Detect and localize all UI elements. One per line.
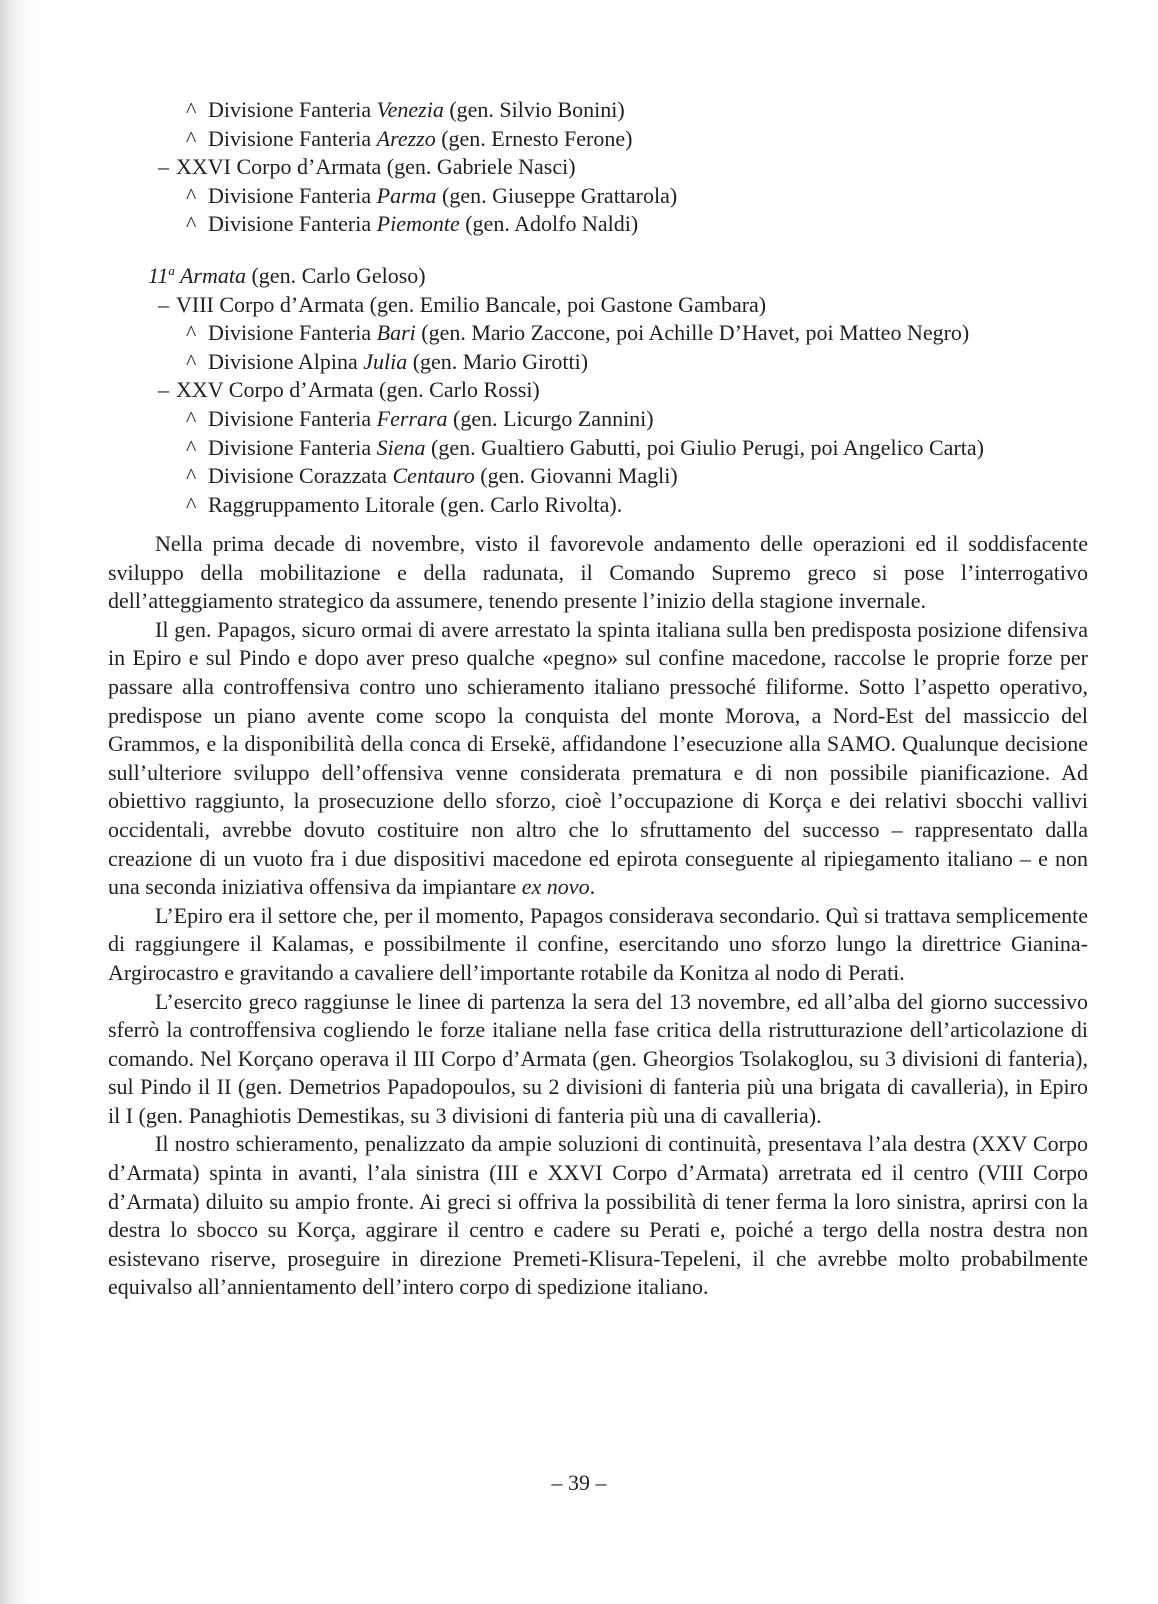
page-number: – 39 – [551, 1470, 607, 1495]
division-entry [148, 462, 1088, 491]
caret-marker: ^ [186, 434, 197, 460]
entry-text: XXVI Corpo d’Armata (gen. Gabriele Nasci) [176, 154, 576, 180]
unit-name: Arezzo [376, 125, 436, 151]
paragraph [108, 616, 1088, 902]
army-heading [148, 262, 1088, 291]
dash-marker: – [158, 377, 169, 403]
army-label: Armata [174, 262, 246, 288]
entry-text: XXV Corpo d’Armata (gen. Carlo Rossi) [176, 377, 540, 403]
entry-commander: (gen. Adolfo Naldi) [459, 211, 639, 237]
entry-text: Divisione Fanteria [208, 405, 377, 431]
paragraph [108, 1130, 1088, 1302]
division-entry [148, 125, 1088, 154]
army-number: 11 [148, 262, 169, 288]
caret-marker: ^ [186, 211, 197, 237]
entry-text: Divisione Fanteria [208, 182, 377, 208]
entry-text: VIII Corpo d’Armata (gen. Emilio Bancale, poi Gastone Gambara) [176, 291, 767, 317]
entry-text: Divisione Fanteria [208, 97, 377, 122]
entry-text: Divisione Fanteria [208, 125, 377, 151]
army-superscript: a [168, 262, 175, 278]
entry-commander: (gen. Mario Zaccone, poi Achille D’Havet, poi Matteo Negro) [415, 320, 970, 346]
unit-name: Julia [363, 348, 408, 374]
body-text [108, 530, 1088, 1302]
division-entry [148, 96, 1088, 125]
entry-commander: (gen. Giovanni Magli) [474, 463, 678, 489]
order-of-battle-part-1 [148, 96, 1088, 239]
paragraph-italic: ex novo [521, 874, 590, 900]
entry-commander: (gen. Gualtiero Gabutti, poi Giulio Perugi, poi Angelico Carta) [425, 434, 984, 460]
corps-entry [148, 376, 1088, 405]
dash-marker: – [158, 154, 169, 180]
entry-text: Divisione Corazzata [208, 463, 393, 489]
entry-text: Divisione Fanteria [208, 320, 377, 346]
division-entry [148, 319, 1088, 348]
unit-name: Siena [376, 434, 426, 460]
caret-marker: ^ [186, 125, 197, 151]
caret-marker: ^ [186, 320, 197, 346]
unit-name: Bari [376, 320, 416, 346]
paragraph-text: Il gen. Papagos, sicuro ormai di avere arrestato la spinta italiana sulla ben predisposta posizione difensiva in Epiro e sul Pindo e dopo aver preso qualche «pegno» sul confine macedone, raccolse le proprie forze per passare alla controffensiva contro uno schieramento italiano pressoché filiforme. Sotto l’aspetto operativo, predispose un piano avente come scopo la conquista del monte Morova, a Nord-Est del massiccio del Grammos, e la disponibilità della conca di Ersekë, affidandone l’esecuzione alla SAMO. Qualunque decisione sull’ulteriore sviluppo dell’offensiva venne considerata prematura e di non possibile pianificazione. Ad obiettivo raggiunto, la prosecuzione dello sforzo, cioè l’occupazione di Korça e dei relativi sbocchi vallivi occidentali, avrebbe dovuto costituire non altro che lo sfruttamento del successo – rappresentato dalla creazione di un vuoto fra i due dispositivi macedone ed epirota conseguente al ripiegamento italiano – e non una seconda iniziativa offensiva da impiantare [108, 616, 1088, 900]
division-entry [148, 434, 1088, 463]
division-entry [148, 182, 1088, 211]
entry-commander: (gen. Giuseppe Grattarola) [436, 182, 678, 208]
unit-name: Venezia [376, 97, 444, 122]
caret-marker: ^ [186, 405, 197, 431]
entry-commander: (gen. Silvio Bonini) [443, 97, 625, 122]
paragraph [108, 988, 1088, 1131]
caret-marker: ^ [186, 463, 197, 489]
division-entry [148, 405, 1088, 434]
paragraph-text: L’Epiro era il settore che, per il momento, Papagos considerava secondario. Quì si trattava semplicemente di raggiungere il Kalamas, e possibilmente il confine, esercitando uno sforzo lungo la direttrice Gianina-Argirocastro e gravitando a cavaliere dell’importante rotabile da Konitza al nodo di Perati. [108, 902, 1088, 985]
caret-marker: ^ [186, 348, 197, 374]
paragraph [108, 530, 1088, 616]
order-of-battle [148, 96, 1088, 519]
paragraph-text: Nella prima decade di novembre, visto il favorevole andamento delle operazioni ed il soddisfacente sviluppo della mobilitazione e della radunata, il Comando Supremo greco si pose l’interrogativo dell’atteggiamento strategico da assumere, tenendo presente l’inizio della stagione invernale. [108, 531, 1088, 614]
caret-marker: ^ [186, 182, 197, 208]
division-entry [148, 491, 1088, 520]
entry-text: Raggruppamento Litorale (gen. Carlo Rivolta). [208, 491, 623, 517]
entry-text: Divisione Alpina [208, 348, 364, 374]
army-name [148, 263, 246, 288]
dash-marker: – [158, 291, 169, 317]
paragraph-tail: . [589, 874, 596, 900]
unit-name: Piemonte [376, 211, 460, 237]
division-entry [148, 210, 1088, 239]
entry-text: Divisione Fanteria [208, 211, 377, 237]
entry-commander: (gen. Ernesto Ferone) [435, 125, 633, 151]
army-commander: (gen. Carlo Geloso) [245, 262, 426, 288]
paragraph-text: L’esercito greco raggiunse le linee di partenza la sera del 13 novembre, ed all’alba del giorno successivo sferrò la controffensiva cogliendo le forze italiane nella fase critica della ristrutturazione dell’articolazione di comando. Nel Korçano operava il III Corpo d’Armata (gen. Gheorgios Tsolakoglou, su 3 divisioni di fanteria), sul Pindo il II (gen. Demetrios Papadopoulos, su 2 divisioni di fanteria più una brigata di cavalleria), in Epiro il I (gen. Panaghiotis Demestikas, su 3 divisioni di fanteria più una di cavalleria). [108, 988, 1088, 1128]
unit-name: Ferrara [376, 405, 448, 431]
unit-name: Parma [376, 182, 437, 208]
corps-entry [148, 291, 1088, 320]
caret-marker: ^ [186, 491, 197, 517]
entry-commander: (gen. Mario Girotti) [407, 348, 589, 374]
order-of-battle-part-2 [148, 291, 1088, 520]
entry-commander: (gen. Licurgo Zannini) [447, 405, 654, 431]
division-entry [148, 348, 1088, 377]
paragraph-text: Il nostro schieramento, penalizzato da ampie soluzioni di continuità, presentava l’ala destra (XXV Corpo d’Armata) spinta in avanti, l’ala sinistra (III e XXVI Corpo d’Armata) arretrata ed il centro (VIII Corpo d’Armata) diluito su ampio fronte. Ai greci si offriva la possibilità di tener ferma la loro sinistra, aprirsi con la destra lo sbocco su Korça, aggirare il centro e cadere su Perati e, poiché a tergo della nostra destra non esistevano riserve, proseguire in direzione Premeti-Klisura-Tepeleni, il che avrebbe molto probabilmente equivalso all’annientamento dell’intero corpo di spedizione italiano. [108, 1131, 1088, 1300]
entry-text: Divisione Fanteria [208, 434, 377, 460]
corps-entry [148, 153, 1088, 182]
paragraph [108, 902, 1088, 988]
unit-name: Centauro [392, 463, 475, 489]
scan-edge-shadow [0, 0, 40, 1604]
caret-marker: ^ [186, 97, 197, 122]
